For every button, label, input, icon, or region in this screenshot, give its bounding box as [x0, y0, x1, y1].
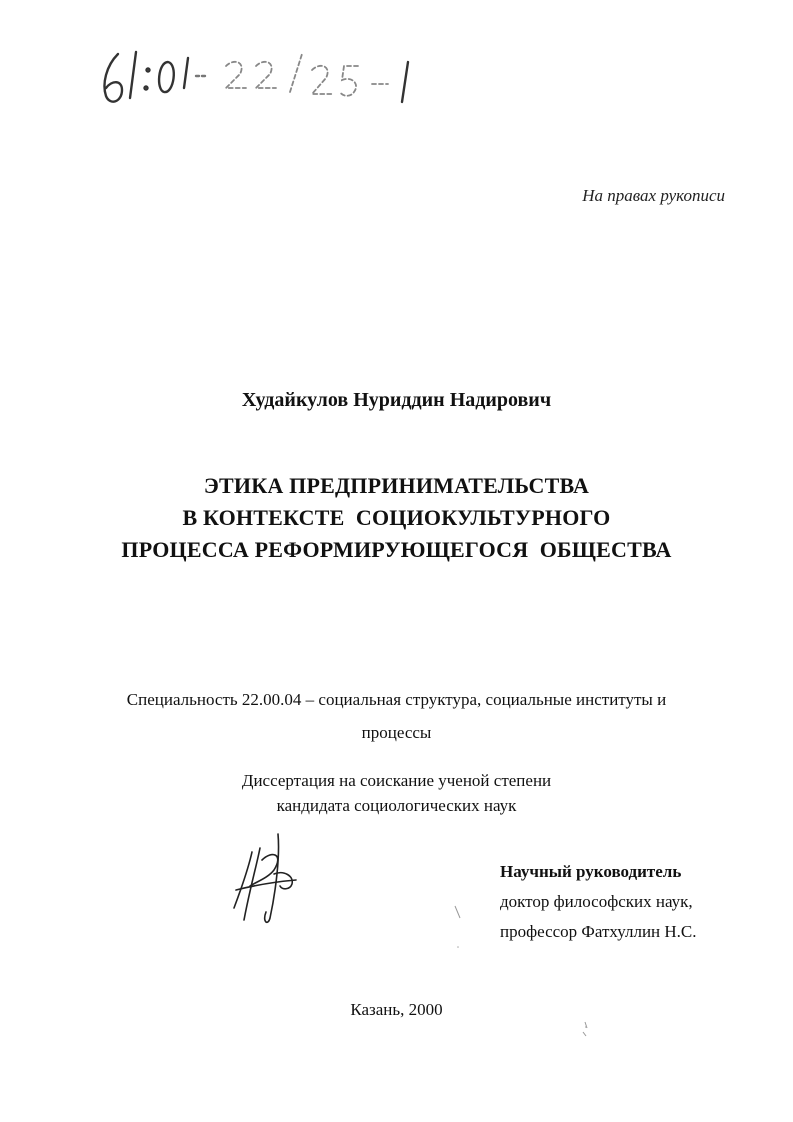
title-line: ПРОЦЕССА РЕФОРМИРУЮЩЕГОСЯ ОБЩЕСТВА [121, 537, 672, 562]
supervisor-name: профессор Фатхуллин Н.С. [500, 922, 697, 941]
supervisor-role: Научный руководитель [500, 862, 682, 881]
specialty-line-2: процессы [361, 723, 432, 742]
signature [222, 830, 312, 930]
specialty-line-1: Специальность 22.00.04 – социальная структура, социальные институты и [126, 690, 667, 709]
header-note: На правах рукописи [582, 186, 725, 205]
title-line: ЭТИКА ПРЕДПРИНИМАТЕЛЬСТВА [203, 473, 590, 498]
supervisor-degree: доктор философских наук, [500, 892, 693, 911]
degree-statement [0, 768, 793, 818]
title-line: В КОНТЕКСТЕ СОЦИОКУЛЬТУРНОГО [182, 505, 611, 530]
degree-line-2: кандидата социологических наук [276, 796, 517, 815]
dissertation-title [0, 470, 793, 566]
supervisor-block [500, 857, 697, 947]
author-name: Худайкулов Нуриддин Надирович [241, 389, 552, 411]
degree-line-1: Диссертация на соискание ученой степени [241, 771, 552, 790]
city-year: Казань, 2000 [350, 1000, 443, 1019]
specialty-block [60, 683, 733, 749]
handwritten-archive-code [96, 40, 436, 120]
